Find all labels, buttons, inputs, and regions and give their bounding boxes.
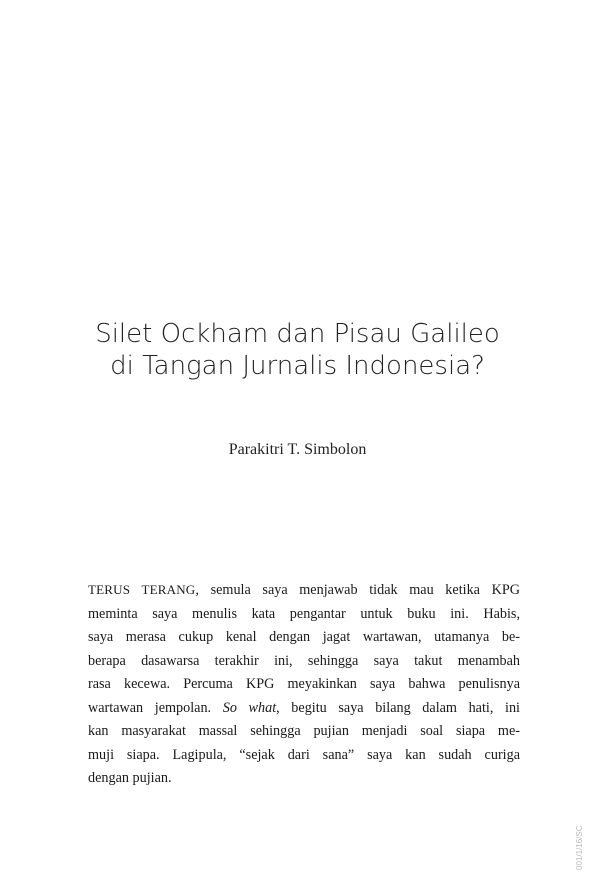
chapter-title-line-2: di Tangan Jurnalis Indonesia? <box>110 351 485 381</box>
line-6-text-b: , begitu saya bilang dalam hati, ini <box>276 699 521 716</box>
paragraph-line-7: kan masyarakat massal sehingga pujian menjadi soal siapa me- <box>88 723 520 739</box>
document-code-watermark: 001/1/16/SC <box>575 825 584 870</box>
paragraph-line-3: saya merasa cukup kenal dengan jagat wartawan, utamanya be- <box>88 629 520 645</box>
chapter-title-line-1: Silet Ockham dan Pisau Galileo <box>95 319 500 349</box>
paragraph-line-5: rasa kecewa. Percuma KPG meyakinkan saya bahwa penulisnya <box>88 676 520 692</box>
paragraph-line-2: meminta saya menulis kata pengantar untuk buku ini. Habis, <box>88 605 520 622</box>
line-1-text: , semula saya menjawab tidak mau ketika KPG <box>195 582 520 598</box>
chapter-title <box>0 318 595 382</box>
body-paragraph <box>88 578 520 791</box>
italic-phrase: So what <box>222 699 277 716</box>
paragraph-line-6 <box>88 697 520 721</box>
paragraph-line-9: dengan pujian. <box>88 770 172 786</box>
line-6-text-a: wartawan jempolan. <box>88 699 223 716</box>
author-name: Parakitri T. Simbolon <box>228 441 367 458</box>
paragraph-line-1 <box>88 578 520 603</box>
lead-in-caps: TERUS TERANG <box>88 582 196 597</box>
paragraph-line-8: muji siapa. Lagipula, “sejak dari sana” saya kan sudah curiga <box>88 746 520 763</box>
paragraph-line-4: berapa dasawarsa terakhir ini, sehingga saya takut menambah <box>88 652 520 669</box>
